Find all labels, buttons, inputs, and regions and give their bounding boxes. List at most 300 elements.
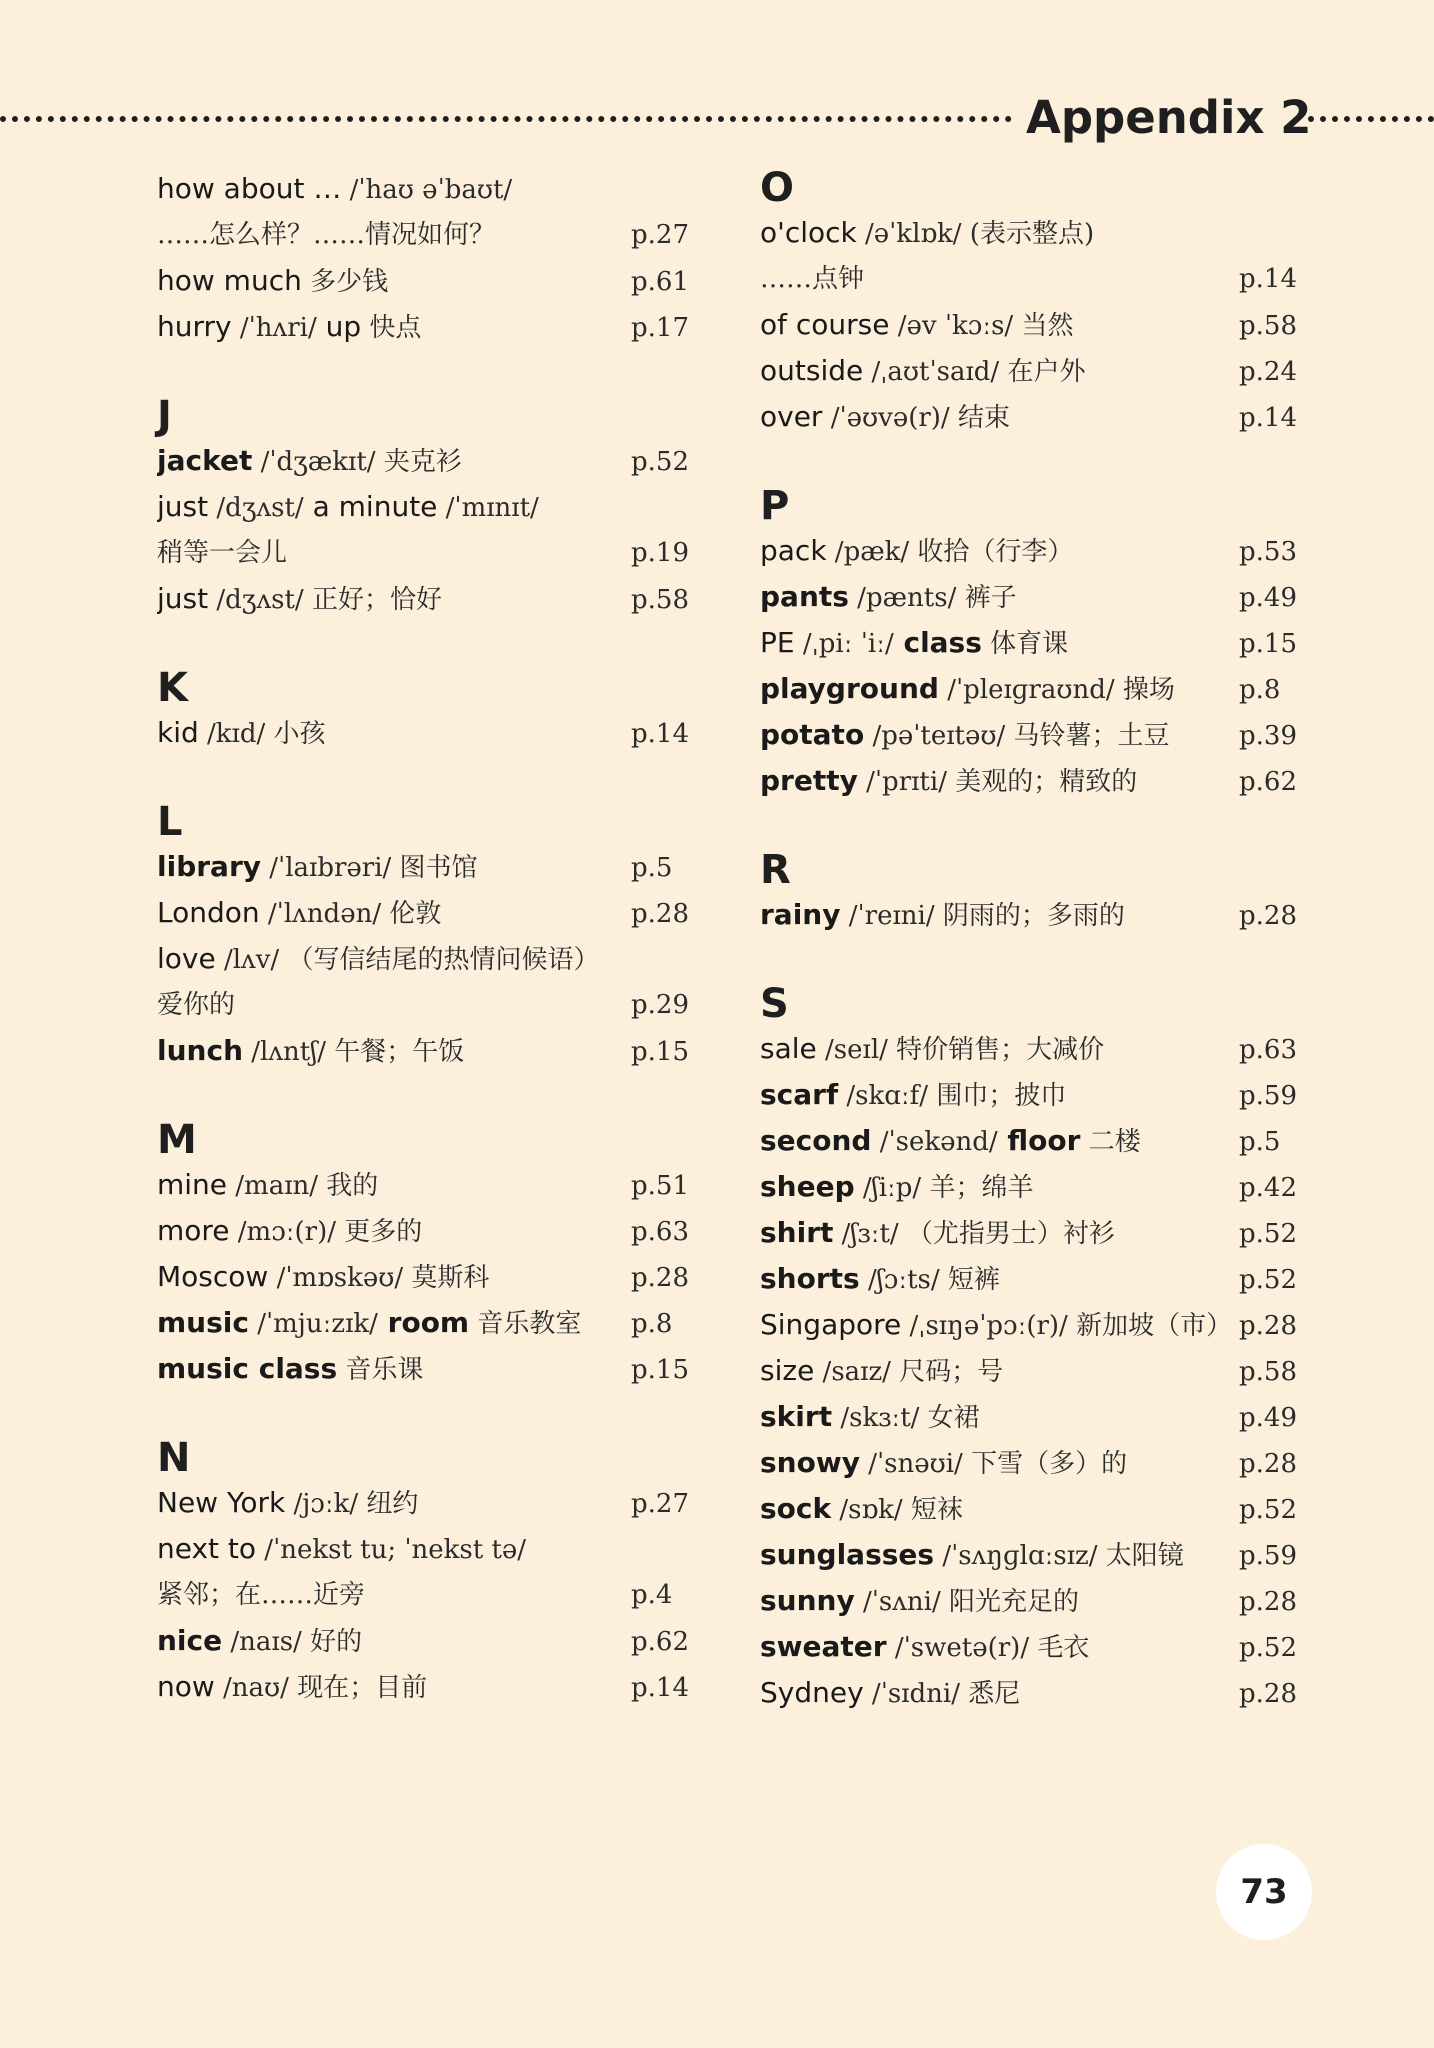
- entry-text: [157, 1572, 631, 1618]
- glossary-entry: [760, 620, 1305, 666]
- entry-text: [760, 348, 1239, 395]
- headword: outside: [760, 354, 864, 387]
- glossary-entry: [760, 574, 1305, 620]
- page-reference: p.27: [631, 1489, 689, 1519]
- page-reference: p.4: [631, 1580, 673, 1610]
- entry-text: [157, 1208, 631, 1255]
- entry-text: [157, 258, 631, 305]
- headword: music: [157, 1306, 249, 1339]
- entry-text: [760, 1578, 1239, 1625]
- glossary-entry: [157, 258, 697, 304]
- glossary-entry: [157, 1028, 697, 1074]
- glossary-entry: [760, 256, 1305, 302]
- chinese-meaning: 紧邻；在……近旁: [157, 1580, 366, 1610]
- phonetic: /ˈreɪni/: [840, 901, 935, 931]
- chinese-meaning: 纽约: [358, 1489, 419, 1519]
- glossary-entry: [157, 936, 697, 982]
- glossary-entry: [157, 1526, 697, 1572]
- page-reference: p.8: [631, 1309, 673, 1339]
- entry-text: [157, 530, 631, 576]
- entry-text: [760, 574, 1239, 621]
- phonetic: /lʌntʃ/: [243, 1037, 327, 1067]
- glossary-entry: [760, 1348, 1305, 1394]
- chinese-meaning: 羊；绵羊: [921, 1173, 1034, 1203]
- phonetic: /ˈprɪti/: [857, 767, 947, 797]
- section-letter-o: O: [760, 165, 795, 211]
- headword: Singapore: [760, 1308, 902, 1341]
- chinese-meaning: 围巾；披巾: [928, 1081, 1067, 1111]
- entry-text: [157, 1664, 631, 1711]
- headword: pants: [760, 580, 849, 613]
- phonetic: /ʃɜːt/: [833, 1219, 899, 1249]
- glossary-entry: [760, 528, 1305, 574]
- phonetic: /ˈmɒskəʊ/: [268, 1263, 404, 1293]
- headword: potato: [760, 718, 865, 751]
- glossary-entry: [157, 304, 697, 350]
- page-reference: p.53: [1239, 537, 1297, 567]
- chinese-meaning: 裤子: [956, 583, 1017, 613]
- chinese-meaning: (表示整点): [961, 219, 1095, 249]
- chinese-meaning: 短袜: [902, 1495, 963, 1525]
- entry-text: [157, 1028, 631, 1075]
- chinese-meaning: 美观的；精致的: [946, 767, 1138, 797]
- glossary-entry: [157, 1480, 697, 1526]
- page-reference: p.14: [631, 719, 689, 749]
- glossary-entry: [157, 982, 697, 1028]
- entry-text: [157, 1254, 631, 1301]
- section-letter-s: S: [760, 981, 789, 1027]
- page-reference: p.52: [1239, 1633, 1297, 1663]
- entry-text: [760, 302, 1239, 349]
- entry-text: [760, 1210, 1239, 1257]
- glossary-entry: [760, 1486, 1305, 1532]
- entry-text: [760, 1532, 1239, 1579]
- entry-text: [760, 666, 1239, 713]
- page-reference: p.15: [1239, 629, 1297, 659]
- glossary-entry: [760, 1440, 1305, 1486]
- glossary-column-right: [760, 166, 1305, 1716]
- glossary-entry: [760, 302, 1305, 348]
- phonetic: /ˌsɪŋəˈpɔː(r)/: [901, 1311, 1068, 1341]
- appendix-title: Appendix 2: [1026, 91, 1312, 144]
- headword: just: [157, 582, 209, 615]
- page-reference: p.49: [1239, 1403, 1297, 1433]
- headword: shirt: [760, 1216, 834, 1249]
- headword: how about …: [157, 172, 342, 205]
- headword: rainy: [760, 898, 841, 931]
- glossary-entry: [760, 758, 1305, 804]
- chinese-meaning: 快点: [361, 313, 422, 343]
- chinese-meaning: 毛衣: [1029, 1633, 1090, 1663]
- glossary-entry: [157, 438, 697, 484]
- page-reference: p.58: [631, 585, 689, 615]
- headword: o'clock: [760, 216, 857, 249]
- phonetic: /ˈmjuːzɪk/: [248, 1309, 378, 1339]
- page-reference: p.61: [631, 267, 689, 297]
- glossary-entry: [760, 1532, 1305, 1578]
- page-reference: p.52: [1239, 1265, 1297, 1295]
- entry-text: [760, 1072, 1239, 1119]
- headword: now: [157, 1670, 215, 1703]
- glossary-entry: [157, 1572, 697, 1618]
- page-reference: p.39: [1239, 721, 1297, 751]
- phonetic: /mɔː(r)/: [229, 1217, 337, 1247]
- headword: London: [157, 896, 260, 929]
- glossary-entry: [760, 892, 1305, 938]
- page-reference: p.29: [631, 990, 689, 1020]
- phonetic: /pəˈteɪtəʊ/: [864, 721, 1006, 751]
- glossary-entry: [760, 1256, 1305, 1302]
- entry-text: [760, 256, 1239, 302]
- chinese-meaning: 夹克衫: [375, 447, 462, 477]
- chinese-meaning: 收拾（行李）: [909, 537, 1074, 567]
- glossary-entry: [157, 844, 697, 890]
- page-reference: p.28: [1239, 1449, 1297, 1479]
- phonetic: /skɜːt/: [832, 1403, 920, 1433]
- glossary-entry: [760, 1026, 1305, 1072]
- section-letter-p: P: [760, 483, 790, 529]
- phonetic: /ˈhʌri/: [231, 313, 317, 343]
- entry-text: [157, 936, 631, 983]
- chinese-meaning: ……怎么样？……情况如何？: [157, 220, 496, 250]
- phonetic: /əv ˈkɔːs/: [889, 311, 1014, 341]
- headword: sunglasses: [760, 1538, 935, 1571]
- page-reference: p.8: [1239, 675, 1281, 705]
- chinese-meaning: 多少钱: [301, 267, 389, 297]
- glossary-entry: [157, 576, 697, 622]
- page-reference: p.59: [1239, 1081, 1297, 1111]
- headword-continued: class: [893, 626, 982, 659]
- headword: sweater: [760, 1630, 887, 1663]
- entry-text: [157, 1300, 631, 1347]
- chinese-meaning: 在户外: [999, 357, 1086, 387]
- entry-text: [760, 1026, 1239, 1073]
- phonetic: /ˈdʒækɪt/: [252, 447, 376, 477]
- glossary-entry: [157, 484, 697, 530]
- headword: jacket: [157, 444, 253, 477]
- chinese-meaning: ……点钟: [760, 264, 865, 294]
- glossary-entry: [157, 1664, 697, 1710]
- phonetic: /jɔːk/: [285, 1489, 359, 1519]
- chinese-meaning: （尤指男士）衬衫: [898, 1219, 1115, 1249]
- page-number: 73: [1216, 1844, 1312, 1940]
- entry-text: [760, 1440, 1239, 1487]
- phonetic: /naɪs/: [222, 1627, 302, 1657]
- page-reference: p.28: [1239, 901, 1297, 931]
- page-reference: p.58: [1239, 311, 1297, 341]
- headword: music class: [157, 1352, 338, 1385]
- phonetic: /pænts/: [848, 583, 957, 613]
- page-reference: p.52: [1239, 1495, 1297, 1525]
- page-reference: p.62: [1239, 767, 1297, 797]
- glossary-entry: [157, 1300, 697, 1346]
- section-letter-m: M: [157, 1117, 197, 1163]
- glossary-entry: [760, 394, 1305, 440]
- chinese-meaning: 太阳镜: [1097, 1541, 1184, 1571]
- phonetic: /ˈsekənd/: [871, 1127, 998, 1157]
- phonetic: /naʊ/: [214, 1673, 289, 1703]
- headword-continued: a minute: [303, 490, 438, 523]
- chinese-meaning: 稍等一会儿: [157, 538, 288, 568]
- headword: hurry: [157, 310, 232, 343]
- page-reference: p.28: [1239, 1587, 1297, 1617]
- section-letter-r: R: [760, 847, 791, 893]
- chinese-meaning: 正好；恰好: [303, 585, 442, 615]
- chinese-meaning: 特价销售；大减价: [887, 1035, 1105, 1065]
- page-reference: p.14: [631, 1673, 689, 1703]
- phonetic-continued: /ˈmɪnɪt/: [437, 493, 539, 523]
- page-reference: p.24: [1239, 357, 1297, 387]
- entry-text: [760, 758, 1239, 805]
- page-reference: p.14: [1239, 403, 1297, 433]
- chinese-meaning: 更多的: [336, 1217, 423, 1247]
- entry-text: [760, 210, 1239, 257]
- page-reference: p.19: [631, 538, 689, 568]
- phonetic: /ʃɔːts/: [859, 1265, 940, 1295]
- page-reference: p.28: [631, 1263, 689, 1293]
- chinese-meaning: 好的: [301, 1627, 363, 1657]
- phonetic: /saɪz/: [814, 1357, 891, 1387]
- headword: love: [157, 942, 216, 975]
- entry-text: [157, 304, 631, 351]
- entry-text: [760, 712, 1239, 759]
- entry-text: [760, 394, 1239, 441]
- phonetic: /dʒʌst/: [208, 585, 304, 615]
- headword: snowy: [760, 1446, 860, 1479]
- page-reference: p.52: [1239, 1219, 1297, 1249]
- glossary-entry: [760, 1624, 1305, 1670]
- phonetic: /seɪl/: [816, 1035, 888, 1065]
- headword: size: [760, 1354, 815, 1387]
- glossary-entry: [157, 1254, 697, 1300]
- headword: scarf: [760, 1078, 839, 1111]
- glossary-entry: [760, 1210, 1305, 1256]
- entry-text: [157, 982, 631, 1028]
- phonetic: /ʃiːp/: [854, 1173, 922, 1203]
- chinese-meaning: 操场: [1114, 675, 1175, 705]
- glossary-entry: [157, 710, 697, 756]
- headword: sunny: [760, 1584, 855, 1617]
- chinese-meaning: 图书馆: [391, 853, 478, 883]
- glossary-column-left: [157, 166, 697, 1710]
- chinese-meaning: 阴雨的；多雨的: [934, 901, 1125, 931]
- entry-text: [760, 620, 1239, 667]
- headword: nice: [157, 1624, 223, 1657]
- headword: second: [760, 1124, 872, 1157]
- glossary-entry: [157, 1162, 697, 1208]
- glossary-entry: [760, 666, 1305, 712]
- glossary-entry: [760, 1118, 1305, 1164]
- glossary-entry: [760, 210, 1305, 256]
- glossary-entry: [157, 166, 697, 212]
- entry-text: [760, 1256, 1239, 1303]
- chinese-meaning: 新加坡（市）: [1067, 1311, 1233, 1341]
- glossary-entry: [760, 1670, 1305, 1716]
- headword: New York: [157, 1486, 286, 1519]
- headword: of course: [760, 308, 890, 341]
- entry-text: [157, 1618, 631, 1665]
- page-reference: p.52: [631, 447, 689, 477]
- glossary-entry: [760, 1302, 1305, 1348]
- headword: next to: [157, 1532, 257, 1565]
- entry-text: [157, 438, 631, 485]
- page-reference: p.17: [631, 313, 689, 343]
- chinese-meaning: 阳光充足的: [940, 1587, 1080, 1617]
- headword: shorts: [760, 1262, 860, 1295]
- glossary-entry: [760, 1394, 1305, 1440]
- entry-text: [157, 890, 631, 937]
- page-reference: p.62: [631, 1627, 689, 1657]
- chinese-meaning: 马铃薯；土豆: [1005, 721, 1170, 751]
- chinese-meaning: （写信结尾的热情问候语）: [279, 945, 600, 975]
- page-reference: p.42: [1239, 1173, 1297, 1203]
- phonetic: /kɪd/: [198, 719, 266, 749]
- page-reference: p.15: [631, 1355, 689, 1385]
- headword: skirt: [760, 1400, 833, 1433]
- headword: library: [157, 850, 262, 883]
- entry-text: [157, 1480, 631, 1527]
- chinese-meaning: 午餐；午饭: [326, 1037, 465, 1067]
- headword: how much: [157, 264, 302, 297]
- headword: more: [157, 1214, 230, 1247]
- glossary-entry: [760, 712, 1305, 758]
- chinese-meaning: 尺码；号: [890, 1357, 1004, 1387]
- phonetic: /ˈnekst tu; ˈnekst tə/: [256, 1535, 527, 1565]
- entry-text: [760, 1670, 1239, 1717]
- chinese-meaning: 女裙: [919, 1403, 980, 1433]
- glossary-entry: [760, 1164, 1305, 1210]
- headword: Sydney: [760, 1676, 864, 1709]
- chinese-meaning: 二楼: [1080, 1127, 1141, 1157]
- phonetic: /ˈsʌŋɡlɑːsɪz/: [934, 1541, 1098, 1571]
- headword: sale: [760, 1032, 817, 1065]
- entry-text: [157, 1526, 631, 1573]
- page-reference: p.15: [631, 1037, 689, 1067]
- glossary-entry: [760, 1578, 1305, 1624]
- page-reference: p.5: [631, 853, 673, 883]
- entry-text: [157, 844, 631, 891]
- headword: sock: [760, 1492, 832, 1525]
- headword: over: [760, 400, 823, 433]
- section-letter-k: K: [157, 665, 188, 711]
- headword-continued: up: [316, 310, 362, 343]
- chinese-meaning: 爱你的: [157, 990, 236, 1020]
- phonetic: /ˈhaʊ əˈbaʊt/: [341, 175, 513, 205]
- phonetic: /ˈlaɪbrəri/: [261, 853, 392, 883]
- chinese-meaning: 我的: [318, 1171, 379, 1201]
- dotted-rule-left: [0, 116, 1012, 122]
- phonetic: /ˌaʊtˈsaɪd/: [863, 357, 1000, 387]
- entry-text: [157, 710, 631, 757]
- entry-text: [157, 484, 631, 531]
- glossary-entry: [157, 890, 697, 936]
- chinese-meaning: 伦敦: [381, 899, 442, 929]
- entry-text: [157, 1162, 631, 1209]
- entry-text: [760, 528, 1239, 575]
- section-letter-n: N: [157, 1435, 191, 1481]
- entry-text: [760, 1118, 1239, 1165]
- headword: sheep: [760, 1170, 855, 1203]
- dotted-rule-right: [1308, 116, 1434, 122]
- phonetic: /sɒk/: [831, 1495, 903, 1525]
- page-reference: p.28: [1239, 1679, 1297, 1709]
- page-reference: p.28: [1239, 1311, 1297, 1341]
- headword: pretty: [760, 764, 858, 797]
- page-reference: p.28: [631, 899, 689, 929]
- chinese-meaning: 下雪（多）的: [962, 1449, 1128, 1479]
- chinese-meaning: 莫斯科: [403, 1263, 490, 1293]
- phonetic: /əˈklɒk/: [856, 219, 962, 249]
- section-letter-l: L: [157, 799, 183, 845]
- entry-text: [157, 212, 631, 258]
- glossary-entry: [157, 530, 697, 576]
- phonetic: /ˈpleɪɡraʊnd/: [938, 675, 1115, 705]
- page-reference: p.63: [1239, 1035, 1297, 1065]
- headword: kid: [157, 716, 199, 749]
- glossary-entry: [760, 348, 1305, 394]
- entry-text: [760, 1164, 1239, 1211]
- glossary-entry: [157, 1208, 697, 1254]
- entry-text: [157, 576, 631, 623]
- phonetic: /ˈəʊvə(r)/: [822, 403, 950, 433]
- phonetic: /dʒʌst/: [208, 493, 304, 523]
- phonetic: /pæk/: [826, 537, 910, 567]
- headword: PE: [760, 626, 795, 659]
- headword: mine: [157, 1168, 228, 1201]
- chinese-meaning: 当然: [1013, 311, 1074, 341]
- glossary-entry: [157, 1618, 697, 1664]
- chinese-meaning: 结束: [949, 403, 1010, 433]
- chinese-meaning: 短裤: [939, 1265, 1000, 1295]
- headword: Moscow: [157, 1260, 269, 1293]
- page-reference: p.49: [1239, 583, 1297, 613]
- headword: lunch: [157, 1034, 243, 1067]
- headword: pack: [760, 534, 827, 567]
- glossary-entry: [760, 1072, 1305, 1118]
- page-reference: p.27: [631, 220, 689, 250]
- glossary-entry: [157, 212, 697, 258]
- chinese-meaning: 音乐课: [337, 1355, 424, 1385]
- phonetic: /skɑːf/: [838, 1081, 929, 1111]
- entry-text: [157, 166, 631, 213]
- chinese-meaning: 体育课: [981, 629, 1069, 659]
- chinese-meaning: 现在；目前: [288, 1673, 428, 1703]
- entry-text: [760, 1394, 1239, 1441]
- entry-text: [760, 1302, 1239, 1349]
- page-reference: p.59: [1239, 1541, 1297, 1571]
- page-reference: p.51: [631, 1171, 689, 1201]
- phonetic: /ˈsnəʊi/: [859, 1449, 963, 1479]
- entry-text: [760, 892, 1239, 939]
- entry-text: [760, 1348, 1239, 1395]
- headword-continued: room: [377, 1306, 470, 1339]
- section-letter-j: J: [157, 393, 172, 439]
- chinese-meaning: 音乐教室: [469, 1309, 582, 1339]
- phonetic: /ˈlʌndən/: [259, 899, 382, 929]
- headword-continued: floor: [997, 1124, 1081, 1157]
- chinese-meaning: 小孩: [265, 719, 326, 749]
- page-reference: p.63: [631, 1217, 689, 1247]
- page-reference: p.58: [1239, 1357, 1297, 1387]
- entry-text: [157, 1346, 631, 1393]
- phonetic: /ˈsʌni/: [854, 1587, 941, 1617]
- appendix-header: [0, 88, 1434, 148]
- phonetic: /ˈswetə(r)/: [886, 1633, 1030, 1663]
- entry-text: [760, 1624, 1239, 1671]
- phonetic: /ˈsɪdni/: [863, 1679, 960, 1709]
- page-reference: p.14: [1239, 264, 1297, 294]
- headword: just: [157, 490, 209, 523]
